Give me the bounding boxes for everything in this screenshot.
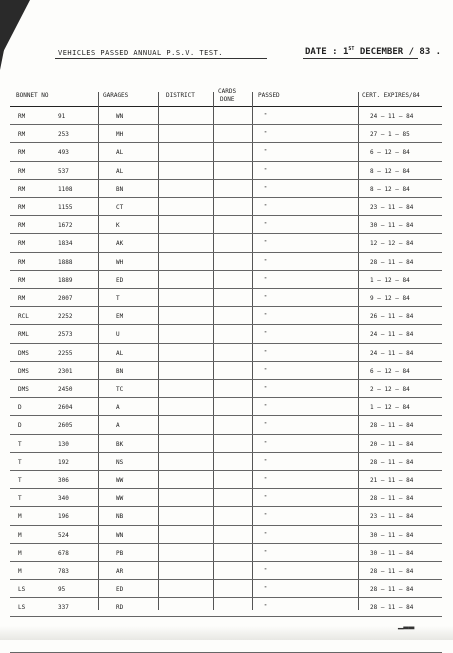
bonnet-number: 306 bbox=[58, 477, 69, 484]
bonnet-number: 340 bbox=[58, 495, 69, 503]
header-passed: PASSED bbox=[258, 92, 280, 99]
column-divider bbox=[252, 92, 253, 610]
garage-code: A bbox=[116, 422, 120, 430]
bonnet-number: 2252 bbox=[58, 313, 73, 321]
row-line bbox=[10, 543, 442, 544]
row-line bbox=[10, 124, 442, 125]
column-divider bbox=[358, 92, 359, 610]
garage-code: WN bbox=[116, 113, 124, 120]
cert-expiry-date: 6 – 12 – 84 bbox=[370, 367, 410, 375]
passed-mark: " bbox=[264, 331, 268, 338]
garage-code: PB bbox=[116, 549, 124, 557]
cert-expiry-date: 30 – 11 – 84 bbox=[370, 531, 414, 539]
passed-mark: " bbox=[264, 113, 268, 119]
bonnet-number: 1889 bbox=[58, 276, 73, 284]
bonnet-class: RM bbox=[18, 276, 26, 284]
row-line bbox=[10, 397, 442, 398]
bonnet-number: 196 bbox=[58, 513, 69, 521]
garage-code: AR bbox=[116, 568, 124, 575]
date-underline bbox=[303, 58, 418, 59]
passed-mark: " bbox=[264, 185, 268, 192]
passed-mark: " bbox=[264, 458, 268, 465]
garage-code: MH bbox=[116, 131, 124, 139]
cert-expiry-date: 27 – 1 – 85 bbox=[370, 131, 410, 139]
bonnet-number: 493 bbox=[58, 149, 69, 157]
garage-code: NS bbox=[116, 458, 124, 466]
garage-code: BK bbox=[116, 440, 124, 448]
cert-expiry-date: 28 – 11 – 84 bbox=[370, 604, 414, 612]
bonnet-class: M bbox=[18, 568, 22, 575]
row-line bbox=[10, 488, 442, 489]
row-line bbox=[10, 525, 442, 526]
passed-mark: " bbox=[264, 386, 268, 392]
row-line bbox=[10, 579, 442, 580]
cert-expiry-date: 23 – 11 – 84 bbox=[370, 204, 414, 211]
row-line bbox=[10, 434, 442, 435]
passed-mark: " bbox=[264, 222, 268, 229]
bonnet-class: M bbox=[18, 513, 22, 521]
garage-code: AL bbox=[116, 349, 124, 357]
row-line bbox=[10, 161, 442, 162]
cert-expiry-date: 24 – 11 – 84 bbox=[370, 113, 414, 120]
scan-edge-shadow bbox=[0, 0, 14, 70]
row-line bbox=[10, 288, 442, 289]
bonnet-class: LS bbox=[18, 586, 26, 594]
header-bonnet-no: BONNET NO bbox=[16, 92, 49, 99]
garage-code: U bbox=[116, 331, 120, 339]
passed-mark: " bbox=[264, 531, 268, 538]
cert-expiry-date: 24 – 11 – 84 bbox=[370, 349, 414, 357]
bonnet-number: 192 bbox=[58, 458, 69, 466]
bonnet-class: RM bbox=[18, 185, 26, 193]
bonnet-number: 253 bbox=[58, 131, 69, 139]
garage-code: TC bbox=[116, 386, 124, 393]
row-line bbox=[10, 270, 442, 271]
bonnet-class: RM bbox=[18, 113, 26, 120]
passed-mark: " bbox=[264, 477, 268, 483]
date-day: 1 bbox=[342, 47, 349, 57]
bonnet-class: RM bbox=[18, 295, 26, 302]
row-line bbox=[10, 215, 442, 216]
cert-expiry-date: 28 – 11 – 84 bbox=[370, 258, 414, 266]
cert-expiry-date: 12 – 12 – 84 bbox=[370, 240, 414, 248]
garage-code: A bbox=[116, 404, 120, 412]
row-line bbox=[10, 597, 442, 598]
bonnet-class: DMS bbox=[18, 349, 29, 357]
bonnet-number: 783 bbox=[58, 568, 69, 575]
passed-mark: " bbox=[264, 131, 268, 138]
row-line bbox=[10, 343, 442, 344]
garage-code: ED bbox=[116, 586, 124, 594]
bonnet-class: LS bbox=[18, 604, 26, 612]
passed-mark: " bbox=[264, 313, 268, 320]
garage-code: T bbox=[116, 295, 120, 302]
bonnet-class: RM bbox=[18, 167, 26, 175]
passed-mark: " bbox=[264, 604, 268, 611]
row-line bbox=[10, 179, 442, 180]
bonnet-number: 678 bbox=[58, 549, 69, 557]
bonnet-number: 2450 bbox=[58, 386, 73, 393]
passed-mark: " bbox=[264, 167, 268, 174]
passed-mark: " bbox=[264, 295, 268, 301]
cert-expiry-date: 20 – 11 – 84 bbox=[370, 440, 414, 448]
garage-code: AK bbox=[116, 240, 124, 248]
cert-expiry-date: 21 – 11 – 84 bbox=[370, 477, 414, 484]
bonnet-class: RM bbox=[18, 222, 26, 230]
bonnet-number: 537 bbox=[58, 167, 69, 175]
bonnet-class: RM bbox=[18, 204, 26, 211]
passed-mark: " bbox=[264, 495, 268, 502]
bonnet-class: RML bbox=[18, 331, 29, 339]
row-line bbox=[10, 616, 442, 617]
header-cards: CARDS bbox=[218, 88, 237, 95]
bonnet-number: 2007 bbox=[58, 295, 73, 302]
cert-expiry-date: 28 – 11 – 84 bbox=[370, 458, 414, 466]
garage-code: WW bbox=[116, 495, 124, 503]
document-title: VEHICLES PASSED ANNUAL P.S.V. TEST. bbox=[58, 49, 224, 57]
bonnet-class: D bbox=[18, 422, 22, 430]
passed-mark: " bbox=[264, 240, 268, 247]
row-line bbox=[10, 415, 442, 416]
bonnet-number: 1108 bbox=[58, 185, 73, 193]
bonnet-number: 130 bbox=[58, 440, 69, 448]
cert-expiry-date: 28 – 11 – 84 bbox=[370, 495, 414, 503]
bonnet-number: 91 bbox=[58, 113, 66, 120]
document-date bbox=[305, 46, 441, 57]
garage-code: BN bbox=[116, 185, 124, 193]
row-line bbox=[10, 379, 442, 380]
header-underline bbox=[10, 106, 442, 107]
cert-expiry-date: 28 – 11 – 84 bbox=[370, 568, 414, 575]
garage-code: WN bbox=[116, 531, 124, 539]
garage-code: RD bbox=[116, 604, 124, 612]
bonnet-class: RM bbox=[18, 258, 26, 266]
bonnet-class: M bbox=[18, 549, 22, 557]
row-line bbox=[10, 233, 442, 234]
passed-mark: " bbox=[264, 549, 268, 556]
garage-code: EM bbox=[116, 313, 124, 321]
bonnet-number: 1888 bbox=[58, 258, 73, 266]
passed-mark: " bbox=[264, 422, 268, 429]
bonnet-class: T bbox=[18, 495, 22, 503]
bonnet-number: 1155 bbox=[58, 204, 73, 211]
garage-code: BN bbox=[116, 367, 124, 375]
cert-expiry-date: 24 – 11 – 84 bbox=[370, 331, 414, 339]
passed-mark: " bbox=[264, 513, 268, 520]
bonnet-number: 95 bbox=[58, 586, 66, 594]
bonnet-class: D bbox=[18, 404, 22, 412]
bonnet-number: 1834 bbox=[58, 240, 73, 248]
header-district: DISTRICT bbox=[166, 92, 195, 99]
cert-expiry-date: 1 – 12 – 84 bbox=[370, 276, 410, 284]
cert-expiry-date: 26 – 11 – 84 bbox=[370, 313, 414, 321]
row-line bbox=[10, 361, 442, 362]
bonnet-number: 2573 bbox=[58, 331, 73, 339]
garage-code: CT bbox=[116, 204, 124, 211]
passed-mark: " bbox=[264, 149, 268, 156]
scan-mark: ▁▂▂ bbox=[398, 620, 415, 630]
garage-code: NB bbox=[116, 513, 124, 521]
column-divider bbox=[98, 92, 99, 610]
bonnet-class: T bbox=[18, 458, 22, 466]
bonnet-number: 2604 bbox=[58, 404, 73, 412]
bonnet-number: 2301 bbox=[58, 367, 73, 375]
row-line bbox=[10, 252, 442, 253]
row-line bbox=[10, 506, 442, 507]
date-label: DATE : bbox=[305, 47, 338, 57]
row-line bbox=[10, 197, 442, 198]
bonnet-class: RM bbox=[18, 131, 26, 139]
bonnet-number: 1672 bbox=[58, 222, 73, 230]
passed-mark: " bbox=[264, 586, 268, 593]
row-line bbox=[10, 470, 442, 471]
header-done: DONE bbox=[220, 96, 235, 103]
cert-expiry-date: 30 – 11 – 84 bbox=[370, 222, 414, 230]
bonnet-class: RM bbox=[18, 149, 26, 157]
bonnet-number: 2255 bbox=[58, 349, 73, 357]
cert-expiry-date: 8 – 12 – 84 bbox=[370, 185, 410, 193]
bonnet-class: DMS bbox=[18, 386, 29, 393]
row-line bbox=[10, 306, 442, 307]
cert-expiry-date: 9 – 12 – 84 bbox=[370, 295, 410, 302]
bonnet-class: T bbox=[18, 440, 22, 448]
passed-mark: " bbox=[264, 568, 268, 574]
column-divider bbox=[158, 92, 159, 610]
scan-bottom-edge bbox=[0, 626, 453, 640]
garage-code: AL bbox=[116, 167, 124, 175]
column-divider bbox=[213, 92, 214, 610]
date-suffix: ST bbox=[348, 46, 355, 52]
row-line bbox=[10, 561, 442, 562]
bonnet-class: M bbox=[18, 531, 22, 539]
cert-expiry-date: 2 – 12 – 84 bbox=[370, 386, 410, 393]
garage-code: AL bbox=[116, 149, 124, 157]
header-garages: GARAGES bbox=[103, 92, 129, 99]
cert-expiry-date: 23 – 11 – 84 bbox=[370, 513, 414, 521]
bonnet-number: 337 bbox=[58, 604, 69, 612]
bonnet-number: 524 bbox=[58, 531, 69, 539]
bonnet-class: T bbox=[18, 477, 22, 484]
bonnet-class: RM bbox=[18, 240, 26, 248]
passed-mark: " bbox=[264, 276, 268, 283]
garage-code: K bbox=[116, 222, 120, 230]
row-line bbox=[10, 452, 442, 453]
bonnet-class: DMS bbox=[18, 367, 29, 375]
cert-expiry-date: 28 – 11 – 84 bbox=[370, 586, 414, 594]
passed-mark: " bbox=[264, 440, 268, 447]
passed-mark: " bbox=[264, 404, 268, 411]
garage-code: WW bbox=[116, 477, 124, 484]
passed-mark: " bbox=[264, 258, 268, 265]
passed-mark: " bbox=[264, 349, 268, 356]
header-cert-expires: CERT. EXPIRES/84 bbox=[362, 92, 420, 99]
row-line bbox=[10, 142, 442, 143]
cert-expiry-date: 8 – 12 – 84 bbox=[370, 167, 410, 175]
row-line bbox=[10, 324, 442, 325]
cert-expiry-date: 1 – 12 – 84 bbox=[370, 404, 410, 412]
garage-code: ED bbox=[116, 276, 124, 284]
passed-mark: " bbox=[264, 204, 268, 210]
date-rest: DECEMBER / 83 . bbox=[359, 47, 442, 57]
cert-expiry-date: 6 – 12 – 84 bbox=[370, 149, 410, 157]
passed-mark: " bbox=[264, 367, 268, 374]
cert-expiry-date: 30 – 11 – 84 bbox=[370, 549, 414, 557]
bonnet-number: 2605 bbox=[58, 422, 73, 430]
bonnet-class: RCL bbox=[18, 313, 29, 321]
cert-expiry-date: 28 – 11 – 84 bbox=[370, 422, 414, 430]
title-underline bbox=[55, 58, 267, 59]
garage-code: WH bbox=[116, 258, 124, 266]
